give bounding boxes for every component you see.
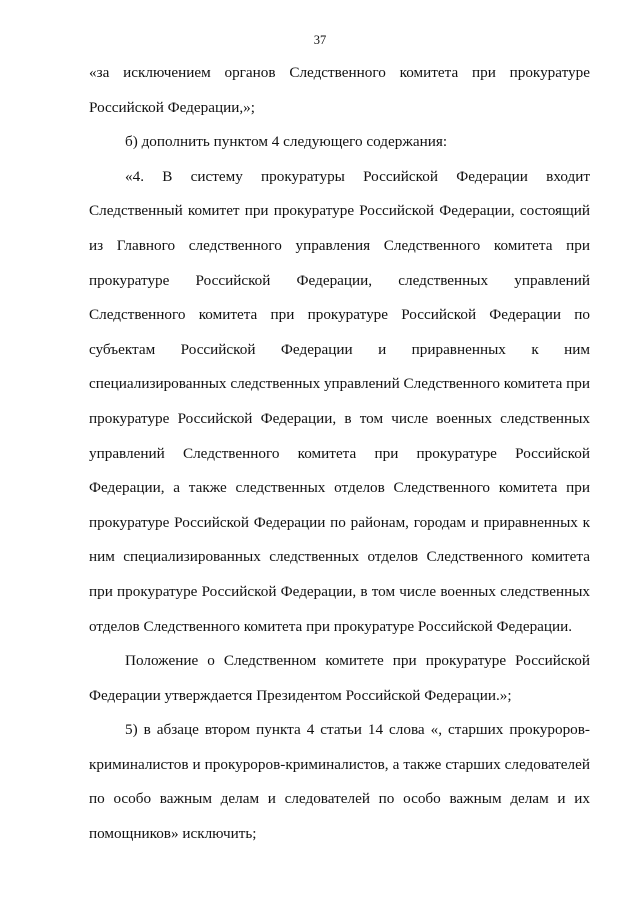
- text-line: Федерации утверждается Президентом Российской Федерации.»;: [89, 686, 512, 704]
- text-line: прокуратуре Российской Федерации, в том числе военных следственных: [89, 409, 590, 427]
- text-line: Положение о Следственном комитете при прокуратуре Российской: [125, 652, 590, 670]
- page-number: 37: [313, 33, 327, 47]
- text-line: из Главного следственного управления Следственного комитета при: [89, 236, 590, 254]
- text-line: при прокуратуре Российской Федерации, в том числе военных следственных: [89, 582, 590, 600]
- text-line: прокуратуре Российской Федерации по районам, городам и приравненных к: [89, 513, 590, 531]
- text-line: ним специализированных следственных отделов Следственного комитета: [89, 548, 590, 566]
- text-line: б) дополнить пунктом 4 следующего содержания:: [125, 133, 448, 151]
- text-line: Федерации, а также следственных отделов Следственного комитета при: [89, 479, 590, 497]
- text-line: отделов Следственного комитета при прокуратуре Российской Федерации.: [89, 617, 573, 635]
- text-line: Следственный комитет при прокуратуре Российской Федерации, состоящий: [89, 202, 590, 220]
- text-line: по особо важным делам и следователей по особо важным делам и их: [89, 790, 590, 808]
- text-line: помощников» исключить;: [89, 825, 257, 843]
- text-line: специализированных следственных управлений Следственного комитета при: [89, 375, 590, 393]
- text-line: субъектам Российской Федерации и приравненных к ним: [89, 340, 590, 358]
- text-line: криминалистов и прокуроров-криминалистов, а также старших следователей: [89, 755, 590, 773]
- text-line: Следственного комитета при прокуратуре Российской Федерации по: [89, 306, 590, 324]
- text-line: «4. В систему прокуратуры Российской Федерации входит: [125, 167, 590, 185]
- text-line: Российской Федерации,»;: [89, 98, 255, 116]
- document-body: [89, 56, 590, 852]
- text-line: 5) в абзаце втором пункта 4 статьи 14 слова «, старших прокуроров-: [125, 721, 590, 739]
- text-line: «за исключением органов Следственного комитета при прокуратуре: [89, 64, 590, 81]
- text-line: управлений Следственного комитета при прокуратуре Российской: [89, 444, 590, 462]
- text-line: прокуратуре Российской Федерации, следственных управлений: [89, 271, 590, 289]
